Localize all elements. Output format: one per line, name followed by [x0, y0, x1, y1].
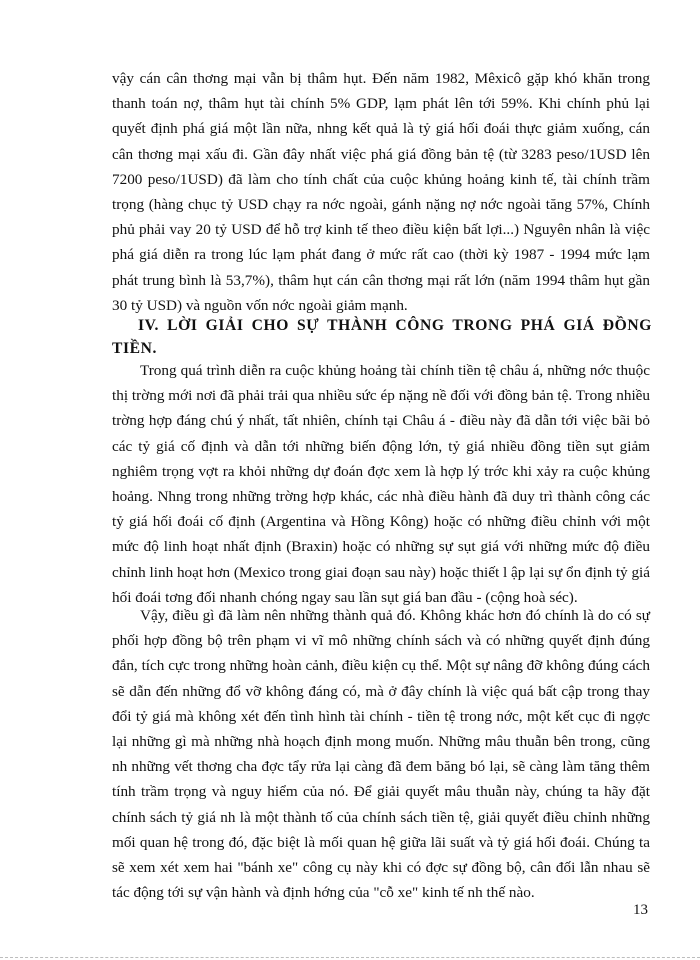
section-heading: IV. LỜI GIẢI CHO SỰ THÀNH CÔNG TRONG PHÁ GIÁ ĐỒNG TIỀN. — [112, 317, 652, 357]
paragraph-asian-crisis: Trong quá trình diễn ra cuộc khủng hoảng tài chính tiền tệ châu á, những nớc thuộc thị trờng mới nơi đã phải trải qua nhiều sức ép nặng nề đối với đồng bản tệ. Trong nhiều trờng hợp đáng chú ý nhất, tất nhiên, chính tại Châu á - điều này đã dẫn tới việc bãi bỏ các tỷ giá cố định và dẫn tới những biến động lớn, tỷ giá nhiều đồng tiền sụt giảm nghiêm trọng vợt ra khỏi những dự đoán đợc xem là hợp lý trớc khi xảy ra cuộc khủng hoảng. Nhng trong những trờng hợp khác, các nhà điều hành đã duy trì thành công các tỷ giá hối đoái cố định (Argentina và Hồng Kông) hoặc có những điều chỉnh với một mức độ linh hoạt nhất định (Braxin) hoặc có những sự sụt giá với những mức độ điều chỉnh linh hoạt hơn (Mexico trong giai đoạn sau này) hoặc thiết l ập lại sự ổn định tỷ giá hối đoái tơng đối nhanh chóng ngay sau lần sụt giá ban đầu - (cộng hoà séc). — [112, 362, 651, 606]
paragraph-mexico-devaluation: vậy cán cân thơng mại vẫn bị thâm hụt. Đến năm 1982, Mêxicô gặp khó khăn trong thanh toán nợ, thâm hụt tài chính 5% GDP, lạm phát lên tới 59%. Khi chính phủ lại quyết định phá giá một lần nữa, nhng kết quả là tỷ giá hối đoái thực giảm xuống, cán cân thơng mại xấu đi. Gần đây nhất việc phá giá đồng bản tệ (từ 3283 peso/1USD lên 7200 peso/1USD) đã làm cho tính chất của cuộc khủng hoảng kinh tế, tài chính trầm trọng (hàng chục tỷ USD chạy ra nớc ngoài, gánh nặng nợ nớc ngoài tăng 57%, Chính phủ phải vay 20 tỷ USD để hỗ trợ kinh tế theo điều kiện bất lợi...) Nguyên nhân là việc phá giá diễn ra trong lúc lạm phát đang ở mức rất cao (thời kỳ 1987 - 1994 mức lạm phát trung bình là 53,7%), thâm hụt cán cân thơng mại rất lớn (năm 1994 thâm hụt gần 30 tỷ USD) và nguồn vốn nớc ngoài giảm mạnh. — [112, 70, 650, 314]
paragraph-conclusion: Vậy, điều gì đã làm nên những thành quả đó. Không khác hơn đó chính là do có sự phối hợp đồng bộ trên phạm vi vĩ mô những chính sách và có những quyết định đúng đắn, tích cực trong những hoàn cảnh, điều kiện cụ thể. Một sự nâng đỡ không đúng cách sẽ dẫn đến những đổ vỡ không đáng có, mà ở đây chính là việc quá bất cập trong thay đổi tỷ giá mà không xét đến tình hình tài chính - tiền tệ trong nớc, một kết cục đi ngợc lại những gì mà những nhà hoạch định mong muốn. Những mâu thuẫn bên trong, cũng nh những vết thơng cha đợc tẩy rửa lại càng đã đem băng bó lại, sẽ càng làm tăng thêm tính trầm trọng và nguy hiểm của nó. Để giải quyết mâu thuẫn này, chúng ta hãy đặt chính sách tỷ giá nh là một thành tố của chính sách tiền tệ, giải quyết điều chỉnh những mối quan hệ trong đó, đặc biệt là mối quan hệ giữa lãi suất và tỷ giá hối đoái. Chúng ta sẽ xem xét xem hai "bánh xe" công cụ này khi có đợc sự đồng bộ, cân đối lẫn nhau sẽ tác động tới sự vận hành và định hớng của "cỗ xe" kinh tế nh thế nào. — [112, 607, 650, 902]
page-number: 13 — [633, 902, 648, 918]
page-bottom-divider — [0, 957, 700, 958]
